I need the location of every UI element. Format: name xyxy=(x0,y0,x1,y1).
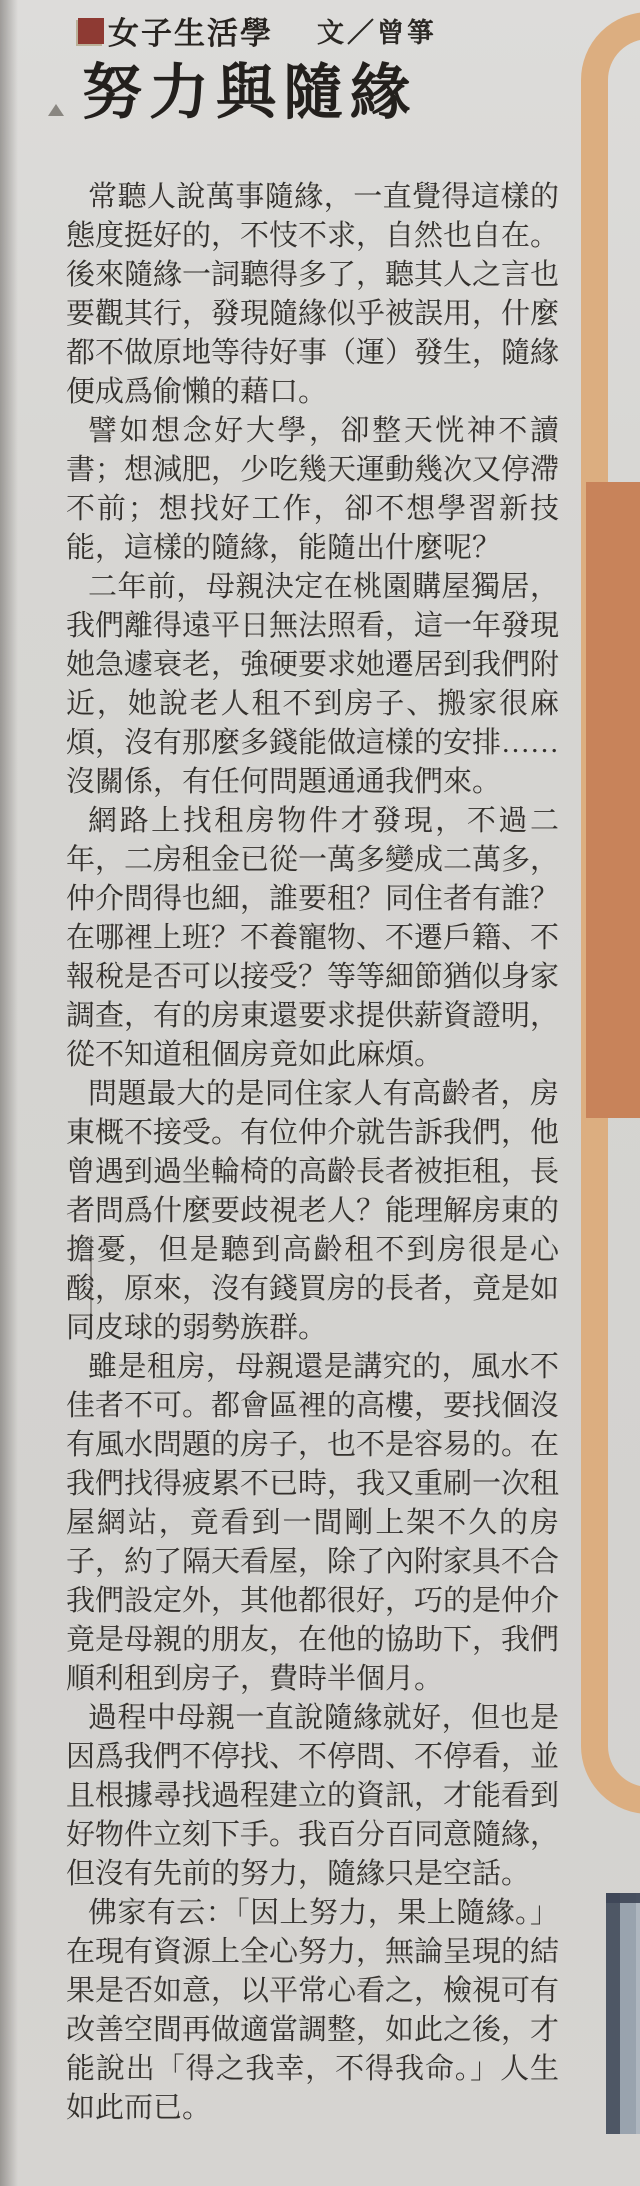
paragraph: 譬如想念好大學，卻整天恍神不讀書；想減肥，少吃幾天運動幾次又停滯不前；想找好工作，卻不想學習新技能，這樣的隨緣，能隨出什麼呢？ xyxy=(66,415,560,564)
section-label: 女子生活學 xyxy=(108,16,273,51)
byline: 文／曾箏 xyxy=(317,18,437,48)
paragraph: 常聽人說萬事隨緣，一直覺得這樣的態度挺好的，不忮不求，自然也自在。後來隨緣一詞聽得多了，聽其人之言也要觀其行，發現隨緣似乎被誤用，什麼都不做原地等待好事（運）發生，隨緣便成爲偷懶的藉口。 xyxy=(66,181,560,408)
section-marker-square-icon xyxy=(78,18,104,44)
print-artifact-triangle-icon xyxy=(48,104,64,116)
paragraph: 佛家有云：「因上努力，果上隨緣。」在現有資源上全心努力，無論呈現的結果是否如意，以平常心看之，檢視可有改善空間再做適當調整，如此之後，才能說出「得之我幸，不得我命。」人生如此而已。 xyxy=(66,1897,560,2124)
article-title: 努力與隨緣 xyxy=(82,59,417,126)
paragraph: 二年前，母親決定在桃園購屋獨居，我們離得遠平日無法照看，這一年發現她急遽衰老，強硬要求她遷居到我們附近，她說老人租不到房子、搬家很麻煩，沒有那麼多錢能做這樣的安排……沒關係，有任何問題通通我們來。 xyxy=(66,571,560,798)
article-body xyxy=(66,178,559,2128)
paragraph: 過程中母親一直說隨緣就好，但也是因爲我們不停找、不停問、不停看，並且根據尋找過程建立的資訊，才能看到好物件立刻下手。我百分百同意隨緣，但沒有先前的努力，隨緣只是空話。 xyxy=(66,1702,560,1890)
column-header xyxy=(78,8,437,53)
paragraph: 網路上找租房物件才發現，不過二年，二房租金已從一萬多變成二萬多，仲介問得也細，誰要租？同住者有誰？在哪裡上班？不養寵物、不遷戶籍、不報稅是否可以接受？等等細節猶似身家調查，有的房東還要求提供薪資證明，從不知道租個房竟如此麻煩。 xyxy=(66,805,560,1071)
decor-orange-block xyxy=(586,482,640,1118)
adjacent-photo-edge xyxy=(606,1893,640,2134)
paragraph: 問題最大的是同住家人有高齡者，房東概不接受。有位仲介就告訴我們，他曾遇到過坐輪椅的高齡長者被拒租，長者問爲什麼要歧視老人？能理解房東的擔憂，但是聽到高齡租不到房很是心酸，原來，沒有錢買房的長者，竟是如同皮球的弱勢族群。 xyxy=(66,1078,560,1344)
page-edge-shadow xyxy=(0,0,18,2186)
paragraph: 雖是租房，母親還是講究的，風水不佳者不可。都會區裡的高樓，要找個沒有風水問題的房子，也不是容易的。在我們找得疲累不已時，我又重刷一次租屋網站，竟看到一間剛上架不久的房子，約了隔天看屋，除了內附家具不合我們設定外，其他都很好，巧的是仲介竟是母親的朋友，在他的協助下，我們順利租到房子，費時半個月。 xyxy=(66,1351,560,1695)
